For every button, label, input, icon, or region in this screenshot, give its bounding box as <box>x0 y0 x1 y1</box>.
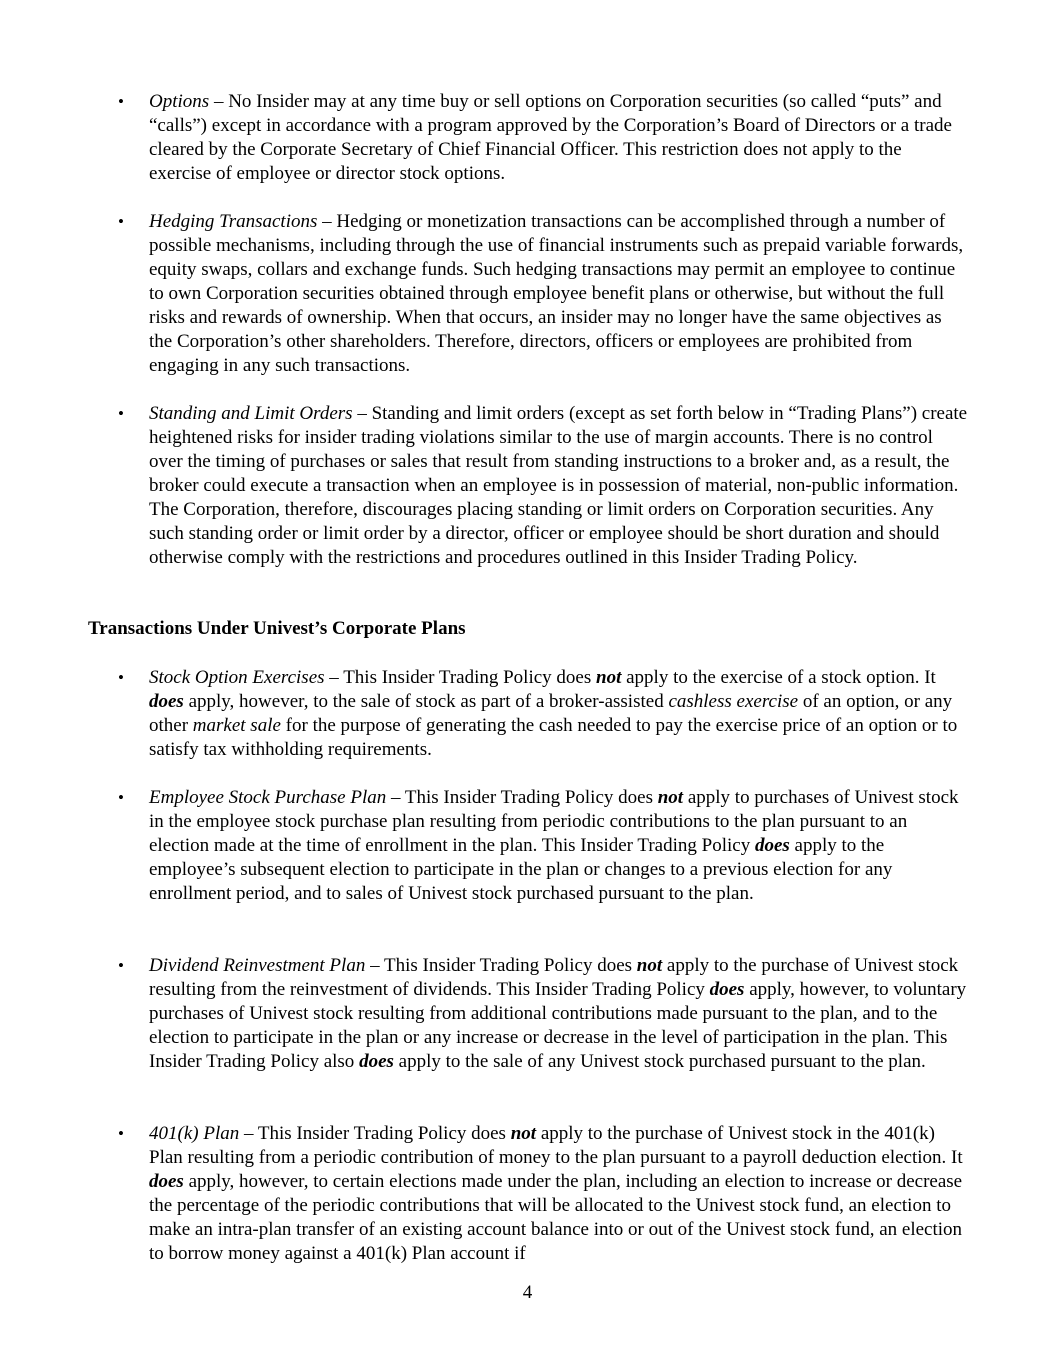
bullet-dot: • <box>118 212 124 231</box>
body-text: – Hedging or monetization transactions can be accomplished through a number of possible mechanisms, including through the use of financial instruments such as prepaid variable forwards, equity swaps, collars and exchange funds. Such hedging transactions may permit an employee to continue to own Corporation securities obtained through employee benefit plans or otherwise, but without the full risks and rewards of ownership. When that occurs, an insider may no longer have the same objectives as the Corporation’s other shareholders. Therefore, directors, officers or employees are prohibited from engaging in any such transactions. <box>149 211 964 376</box>
bullet-term: Options <box>149 91 210 112</box>
emphasis-text: does <box>754 835 790 856</box>
body-text: – This Insider Trading Policy does <box>386 787 658 808</box>
body-text: apply, however, to the sale of stock as part of a broker-assisted <box>183 691 669 712</box>
bullet-term: Stock Option Exercises <box>149 667 325 688</box>
emphasis-text: does <box>359 1051 394 1072</box>
emphasis-text: not <box>636 955 663 976</box>
body-text: apply to the employee’s subsequent election to participate in the plan or changes to a previous election for any enrollment period, and to sales of Univest stock purchased pursuant to the plan. <box>149 835 893 904</box>
bullet-text <box>149 786 968 906</box>
bullet-dot: • <box>118 92 124 111</box>
body-text: apply to the purchase of Univest stock resulting from the reinvestment of dividends. This Insider Trading Policy <box>149 955 959 1000</box>
emphasis-text: does <box>149 1171 184 1192</box>
bullet-employee-stock-purchase-plan <box>118 786 968 906</box>
emphasis-text: not <box>657 787 684 808</box>
italic-text: market sale <box>192 715 281 736</box>
bullet-dividend-reinvestment-plan <box>118 954 968 1074</box>
bullet-term: Hedging Transactions <box>149 211 318 232</box>
body-text: apply, however, to certain elections made under the plan, including an election to increase or decrease the percentage of the periodic contributions that will be allocated to the Univest stock fund, an election to make an intra-plan transfer of an existing account balance into or out of the Univest stock fund, an election to borrow money against a 401(k) Plan account if <box>149 1171 963 1264</box>
emphasis-text: does <box>709 979 745 1000</box>
bullet-term: Employee Stock Purchase Plan <box>149 787 387 808</box>
emphasis-text: does <box>149 691 184 712</box>
emphasis-text: not <box>596 667 622 688</box>
bullet-hedging-transactions <box>118 210 968 378</box>
body-text: – Standing and limit orders (except as set forth below in “Trading Plans”) create heightened risks for insider trading violations similar to the use of margin accounts. There is no control over the timing of purchases or sales that result from standing instructions to a broker and, as a result, the broker could execute a transaction when an employee is in possession of material, non-public information. The Corporation, therefore, discourages placing standing or limit orders on Corporation securities. Any such standing order or limit order by a director, officer or employee should be short duration and should otherwise comply with the restrictions and procedures outlined in this Insider Trading Policy. <box>149 403 968 568</box>
body-text: apply to the exercise of a stock option. It <box>621 667 936 688</box>
bullet-stock-option-exercises <box>118 666 968 762</box>
page-number: 4 <box>522 1282 533 1303</box>
body-text: – This Insider Trading Policy does <box>324 667 596 688</box>
bullet-401k-plan <box>118 1122 968 1266</box>
body-text: apply to the sale of any Univest stock purchased pursuant to the plan. <box>393 1051 926 1072</box>
body-text: apply, however, to voluntary purchases of Univest stock resulting from additional contributions made pursuant to the plan, and to the election to participate in the plan or any increase or decrease in the level of participation in the plan. This Insider Trading Policy also <box>149 979 967 1072</box>
bullet-term: Standing and Limit Orders <box>149 403 353 424</box>
bullet-dot: • <box>118 956 124 975</box>
body-text: – This Insider Trading Policy does <box>365 955 637 976</box>
bullet-dot: • <box>118 404 124 423</box>
bullet-term: Dividend Reinvestment Plan <box>149 955 366 976</box>
body-text: – No Insider may at any time buy or sell options on Corporation securities (so called “puts” and “calls”) except in accordance with a program approved by the Corporation’s Board of Directors or a trade cleared by the Corporate Secretary of Chief Financial Officer. This restriction does not apply to the exercise of employee or director stock options. <box>149 91 952 184</box>
bullet-dot: • <box>118 1124 124 1143</box>
bullet-options <box>118 90 968 186</box>
bullet-dot: • <box>118 668 124 687</box>
bullet-text <box>149 954 968 1074</box>
bullet-text <box>149 666 968 762</box>
bullet-text <box>149 210 968 378</box>
bullet-standing-limit-orders <box>118 402 968 570</box>
section-heading: Transactions Under Univest’s Corporate Plans <box>88 618 466 639</box>
bullet-text <box>149 90 968 186</box>
italic-text: cashless exercise <box>668 691 799 712</box>
body-text: – This Insider Trading Policy does <box>239 1123 511 1144</box>
emphasis-text: not <box>510 1123 537 1144</box>
bullet-text <box>149 1122 968 1266</box>
body-text: for the purpose of generating the cash needed to pay the exercise price of an option or to satisfy tax withholding requirements. <box>149 715 958 760</box>
body-text: apply to the purchase of Univest stock in the 401(k) Plan resulting from a periodic contribution of money to the plan pursuant to a payroll deduction election. It <box>149 1123 963 1168</box>
bullet-dot: • <box>118 788 124 807</box>
bullet-term: 401(k) Plan <box>149 1123 240 1144</box>
body-text: of an option, or any other <box>149 691 953 736</box>
body-text: apply to purchases of Univest stock in the employee stock purchase plan resulting from periodic contributions to the plan pursuant to an election made at the time of enrollment in the plan. This Insider Trading Policy <box>149 787 959 856</box>
bullet-text <box>149 402 968 570</box>
